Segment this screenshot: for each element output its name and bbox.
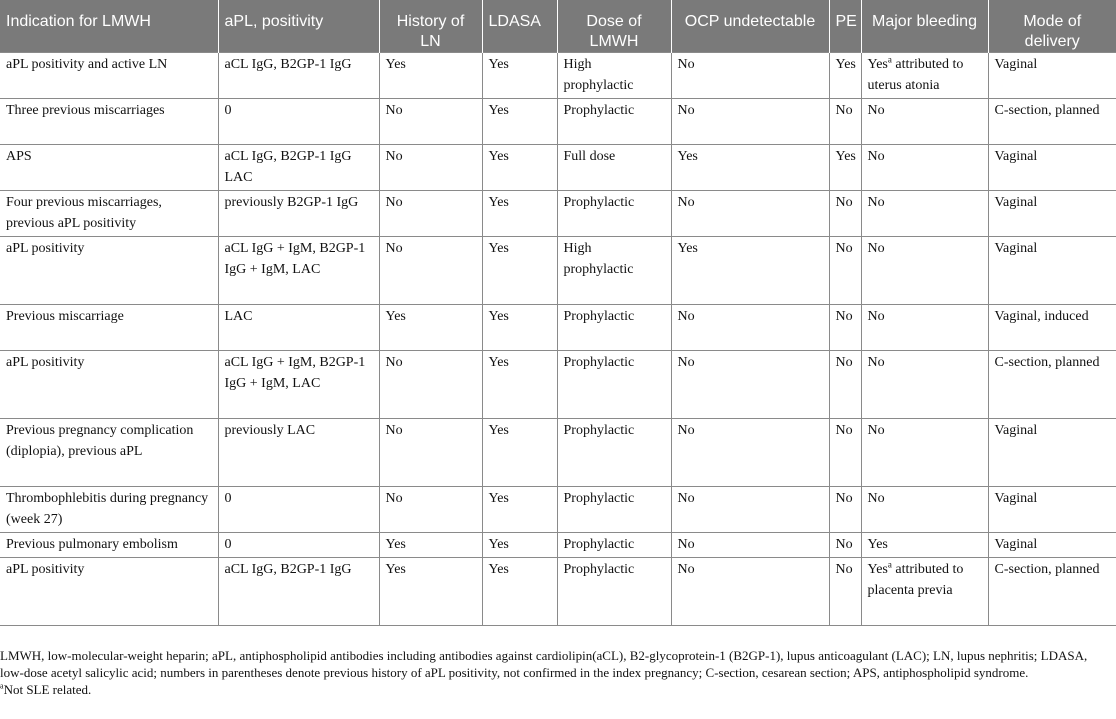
indication-cell: Four previous miscarriages, previous aPL positivity bbox=[0, 191, 218, 237]
delivery-cell: Vaginal, induced bbox=[988, 305, 1116, 351]
bleeding-value: No bbox=[867, 355, 885, 370]
abbreviations-footnote: LMWH, low-molecular-weight heparin; aPL, antiphospholipid antibodies including antibodies against cardiolipin(aCL), B2-glycoprotein-1 (B2GP-1), lupus anticoagulant (LAC); LN, lupus nephritis; LDASA, low-dose acetyl salicylic acid; numbers in parentheses denote previous history of aPL positivity, not confirmed in the index pregnancy; C-section, cesarean section; APS, antiphospholipid syndrome. bbox=[0, 648, 1088, 680]
footnote-ref: a bbox=[887, 54, 892, 65]
bleeding-value: Yes bbox=[867, 57, 888, 72]
bleeding-cell bbox=[861, 351, 988, 419]
delivery-cell: C-section, planned bbox=[988, 99, 1116, 145]
ocp-cell: No bbox=[671, 351, 829, 419]
delivery-cell: C-section, planned bbox=[988, 351, 1116, 419]
ocp-cell: No bbox=[671, 53, 829, 99]
ldasa-cell: Yes bbox=[482, 305, 557, 351]
history-ln-cell: Yes bbox=[379, 53, 482, 99]
table-row bbox=[0, 419, 1116, 487]
header-row bbox=[0, 0, 1116, 53]
header-ldasa: LDASA bbox=[482, 0, 557, 53]
delivery-cell: Vaginal bbox=[988, 487, 1116, 533]
bleeding-cell bbox=[861, 305, 988, 351]
header-delivery: Mode of delivery bbox=[988, 0, 1116, 53]
dose-cell: Prophylactic bbox=[557, 533, 671, 558]
table-row bbox=[0, 351, 1116, 419]
header-dose: Dose of LMWH bbox=[557, 0, 671, 53]
ldasa-cell: Yes bbox=[482, 237, 557, 305]
indication-cell: Previous miscarriage bbox=[0, 305, 218, 351]
apl-cell: LAC bbox=[218, 305, 379, 351]
indication-cell: aPL positivity bbox=[0, 558, 218, 626]
bleeding-value: No bbox=[867, 195, 885, 210]
footnote-mark: a bbox=[0, 681, 4, 691]
bleeding-cell bbox=[861, 419, 988, 487]
footnote-a-text: Not SLE related. bbox=[3, 682, 92, 697]
bleeding-cell bbox=[861, 533, 988, 558]
history-ln-cell: No bbox=[379, 237, 482, 305]
history-ln-cell: No bbox=[379, 99, 482, 145]
footnote-ref: a bbox=[887, 559, 892, 570]
ocp-cell: No bbox=[671, 487, 829, 533]
dose-cell: Prophylactic bbox=[557, 305, 671, 351]
delivery-cell: Vaginal bbox=[988, 533, 1116, 558]
bleeding-note: attributed to uterus atonia bbox=[867, 57, 964, 93]
ocp-cell: No bbox=[671, 419, 829, 487]
ocp-cell: Yes bbox=[671, 145, 829, 191]
dose-cell: Prophylactic bbox=[557, 487, 671, 533]
indication-cell: aPL positivity bbox=[0, 351, 218, 419]
indication-cell: Thrombophlebitis during pregnancy (week 27) bbox=[0, 487, 218, 533]
delivery-cell: Vaginal bbox=[988, 237, 1116, 305]
apl-cell: 0 bbox=[218, 487, 379, 533]
ocp-cell: No bbox=[671, 99, 829, 145]
bleeding-value: No bbox=[867, 149, 885, 164]
history-ln-cell: Yes bbox=[379, 558, 482, 626]
footnote-a bbox=[0, 681, 1110, 698]
ldasa-cell: Yes bbox=[482, 558, 557, 626]
table-row bbox=[0, 487, 1116, 533]
apl-cell: 0 bbox=[218, 99, 379, 145]
bleeding-cell bbox=[861, 99, 988, 145]
pe-cell: No bbox=[829, 191, 861, 237]
delivery-cell: Vaginal bbox=[988, 191, 1116, 237]
pe-cell: No bbox=[829, 558, 861, 626]
ldasa-cell: Yes bbox=[482, 351, 557, 419]
ldasa-cell: Yes bbox=[482, 533, 557, 558]
pe-cell: No bbox=[829, 487, 861, 533]
delivery-cell: C-section, planned bbox=[988, 558, 1116, 626]
apl-cell: previously B2GP-1 IgG bbox=[218, 191, 379, 237]
header-history-ln: History of LN bbox=[379, 0, 482, 53]
ocp-cell: No bbox=[671, 305, 829, 351]
bleeding-cell bbox=[861, 558, 988, 626]
history-ln-cell: No bbox=[379, 191, 482, 237]
pe-cell: No bbox=[829, 419, 861, 487]
bleeding-value: Yes bbox=[867, 537, 888, 552]
pe-cell: No bbox=[829, 351, 861, 419]
history-ln-cell: Yes bbox=[379, 533, 482, 558]
ocp-cell: Yes bbox=[671, 237, 829, 305]
ldasa-cell: Yes bbox=[482, 53, 557, 99]
bleeding-value: No bbox=[867, 423, 885, 438]
history-ln-cell: No bbox=[379, 487, 482, 533]
table-row bbox=[0, 533, 1116, 558]
bleeding-cell bbox=[861, 145, 988, 191]
apl-cell: aCL IgG, B2GP-1 IgG bbox=[218, 53, 379, 99]
dose-cell: Full dose bbox=[557, 145, 671, 191]
table-row bbox=[0, 145, 1116, 191]
dose-cell: Prophylactic bbox=[557, 99, 671, 145]
pe-cell: Yes bbox=[829, 145, 861, 191]
table-row bbox=[0, 237, 1116, 305]
pe-cell: Yes bbox=[829, 53, 861, 99]
table-row bbox=[0, 99, 1116, 145]
table-footnotes bbox=[0, 647, 1110, 698]
header-apl: aPL, positivity bbox=[218, 0, 379, 53]
header-indication: Indication for LMWH bbox=[0, 0, 218, 53]
ldasa-cell: Yes bbox=[482, 487, 557, 533]
apl-cell: previously LAC bbox=[218, 419, 379, 487]
ocp-cell: No bbox=[671, 191, 829, 237]
bleeding-value: Yes bbox=[867, 562, 888, 577]
bleeding-value: No bbox=[867, 103, 885, 118]
history-ln-cell: Yes bbox=[379, 305, 482, 351]
dose-cell: High prophylactic bbox=[557, 237, 671, 305]
ldasa-cell: Yes bbox=[482, 99, 557, 145]
history-ln-cell: No bbox=[379, 145, 482, 191]
table-row bbox=[0, 558, 1116, 626]
pe-cell: No bbox=[829, 237, 861, 305]
ldasa-cell: Yes bbox=[482, 419, 557, 487]
apl-cell: aCL IgG, B2GP-1 IgG bbox=[218, 558, 379, 626]
apl-cell: 0 bbox=[218, 533, 379, 558]
delivery-cell: Vaginal bbox=[988, 419, 1116, 487]
ldasa-cell: Yes bbox=[482, 145, 557, 191]
dose-cell: Prophylactic bbox=[557, 191, 671, 237]
ocp-cell: No bbox=[671, 558, 829, 626]
pe-cell: No bbox=[829, 533, 861, 558]
indication-cell: Three previous miscarriages bbox=[0, 99, 218, 145]
bleeding-cell bbox=[861, 487, 988, 533]
header-bleeding: Major bleeding bbox=[861, 0, 988, 53]
pe-cell: No bbox=[829, 99, 861, 145]
apl-cell: aCL IgG, B2GP-1 IgG LAC bbox=[218, 145, 379, 191]
table-row bbox=[0, 305, 1116, 351]
dose-cell: High prophylactic bbox=[557, 53, 671, 99]
indication-cell: Previous pregnancy complication (diplopia), previous aPL bbox=[0, 419, 218, 487]
bleeding-cell bbox=[861, 53, 988, 99]
indication-cell: Previous pulmonary embolism bbox=[0, 533, 218, 558]
apl-cell: aCL IgG + IgM, B2GP-1 IgG + IgM, LAC bbox=[218, 237, 379, 305]
pe-cell: No bbox=[829, 305, 861, 351]
delivery-cell: Vaginal bbox=[988, 53, 1116, 99]
bleeding-value: No bbox=[867, 241, 885, 256]
indication-cell: aPL positivity bbox=[0, 237, 218, 305]
header-ocp: OCP undetectable bbox=[671, 0, 829, 53]
history-ln-cell: No bbox=[379, 419, 482, 487]
dose-cell: Prophylactic bbox=[557, 419, 671, 487]
bleeding-value: No bbox=[867, 491, 885, 506]
indication-cell: APS bbox=[0, 145, 218, 191]
dose-cell: Prophylactic bbox=[557, 558, 671, 626]
bleeding-cell bbox=[861, 191, 988, 237]
dose-cell: Prophylactic bbox=[557, 351, 671, 419]
ocp-cell: No bbox=[671, 533, 829, 558]
history-ln-cell: No bbox=[379, 351, 482, 419]
bleeding-cell bbox=[861, 237, 988, 305]
table-row bbox=[0, 53, 1116, 99]
indication-cell: aPL positivity and active LN bbox=[0, 53, 218, 99]
apl-cell: aCL IgG + IgM, B2GP-1 IgG + IgM, LAC bbox=[218, 351, 379, 419]
delivery-cell: Vaginal bbox=[988, 145, 1116, 191]
header-pe: PE bbox=[829, 0, 861, 53]
bleeding-note: attributed to placenta previa bbox=[867, 562, 964, 598]
table-row bbox=[0, 191, 1116, 237]
ldasa-cell: Yes bbox=[482, 191, 557, 237]
bleeding-value: No bbox=[867, 309, 885, 324]
